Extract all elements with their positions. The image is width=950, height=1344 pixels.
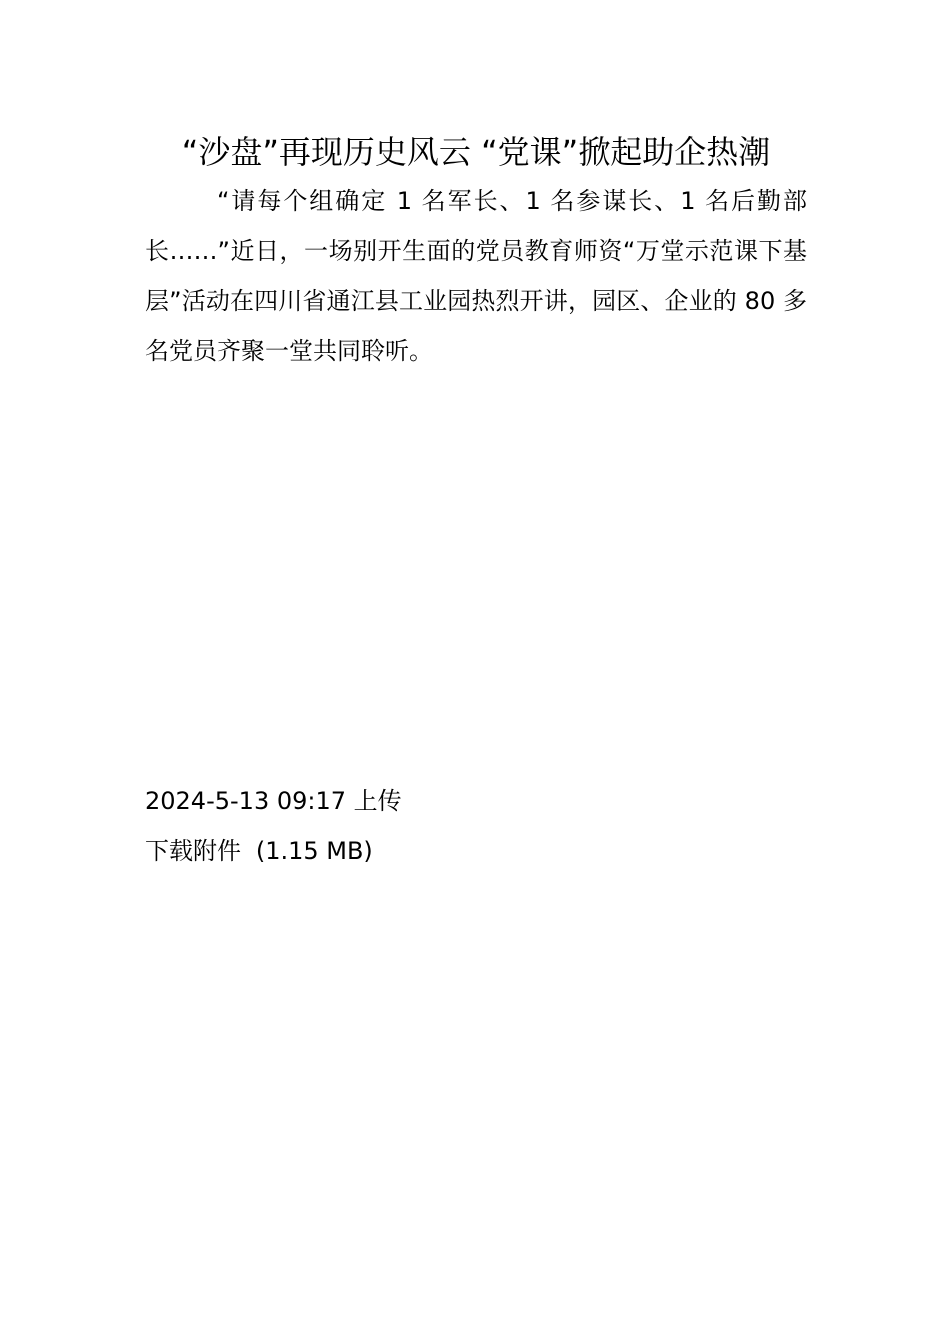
download-row — [145, 826, 807, 876]
upload-time: 2024-5-13 09:17 上传 — [145, 787, 402, 815]
article-paragraph: “请每个组确定 1 名军长、1 名参谋长、1 名后勤部长……”近日，一场别开生面的党员教育师资“万堂示范课下基层”活动在四川省通江县工业园热烈开讲，园区、企业的 80 多名党员齐聚一堂共同聆听。 — [145, 187, 807, 365]
download-attachment-link[interactable]: 下载附件 — [145, 837, 241, 865]
article-title: “沙盘”再现历史风云 “党课”掀起助企热潮 — [181, 133, 771, 171]
attachment-info — [145, 776, 807, 876]
file-size: (1.15 MB) — [255, 837, 373, 865]
document-page — [145, 128, 807, 376]
